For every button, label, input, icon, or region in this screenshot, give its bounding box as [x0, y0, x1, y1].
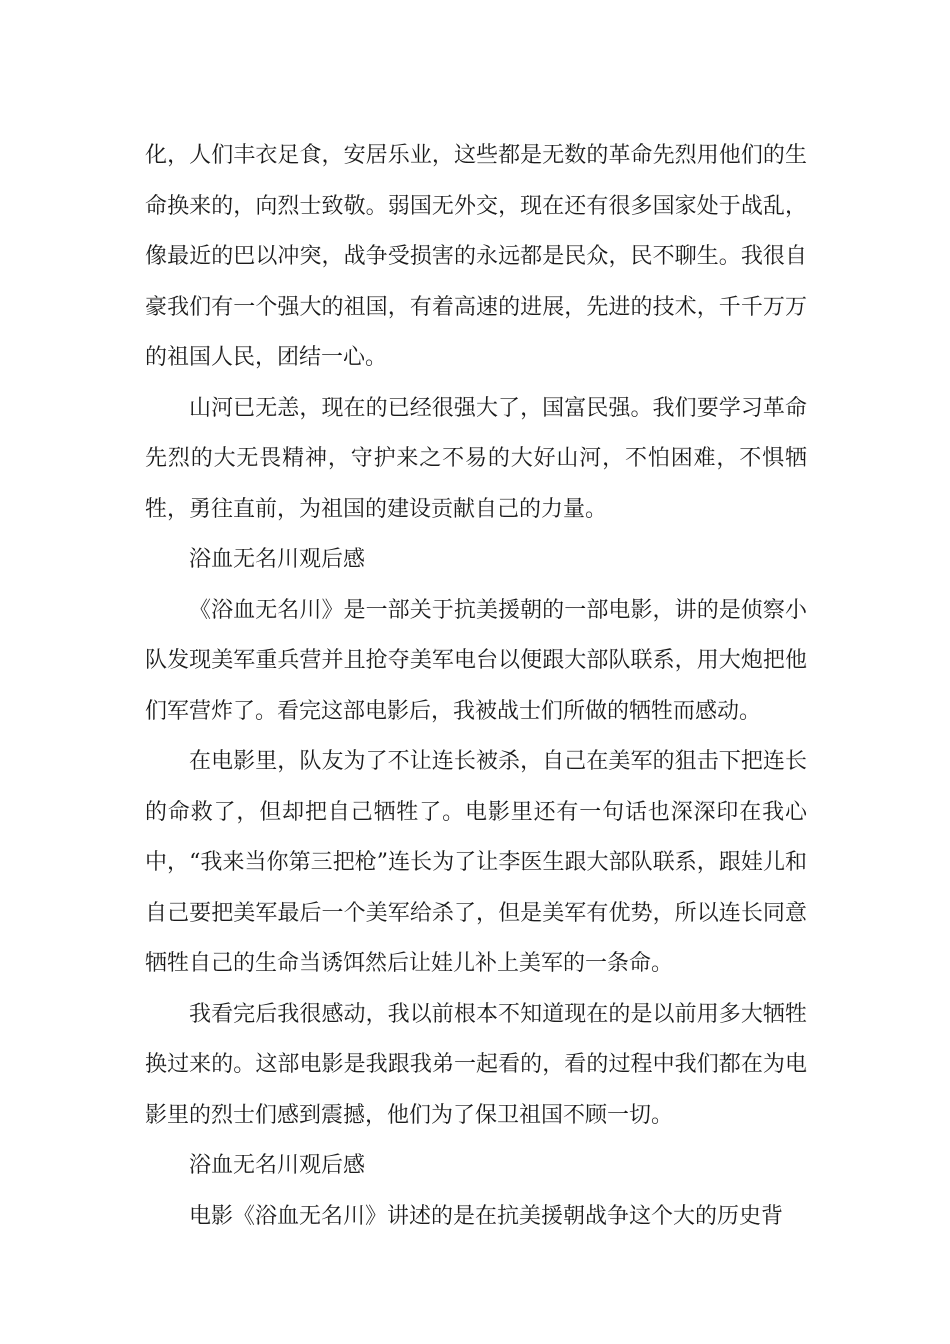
body-paragraph: 我看完后我很感动，我以前根本不知道现在的是以前用多大牺牲换过来的。这部电影是我跟我弟一起看的，看的过程中我们都在为电影里的烈士们感到震撼，他们为了保卫祖国不顾一切。 [145, 1001, 807, 1128]
document-body [145, 131, 807, 1242]
body-paragraph: 化，人们丰衣足食，安居乐业，这些都是无数的革命先烈用他们的生命换来的，向烈士致敬。弱国无外交，现在还有很多国家处于战乱，像最近的巴以冲突，战争受损害的永远都是民众，民不聊生。我很自豪我们有一个强大的祖国，有着高速的进展，先进的技术，千千万万的祖国人民，团结一心。 [145, 143, 807, 370]
body-paragraph: 《浴血无名川》是一部关于抗美援朝的一部电影，讲的是侦察小队发现美军重兵营并且抢夺美军电台以便跟大部队联系，用大炮把他们军营炸了。看完这部电影后，我被战士们所做的牺牲而感动。 [145, 597, 807, 724]
body-paragraph: 山河已无恙，现在的已经很强大了，国富民强。我们要学习革命先烈的大无畏精神，守护来之不易的大好山河，不怕困难，不惧牺牲，勇往直前，为祖国的建设贡献自己的力量。 [145, 395, 807, 522]
body-paragraph: 在电影里，队友为了不让连长被杀，自己在美军的狙击下把连长的命救了，但却把自己牺牲了。电影里还有一句话也深深印在我心中，“我来当你第三把枪”连长为了让李医生跟大部队联系，跟娃儿和自己要把美军最后一个美军给杀了，但是美军有优势，所以连长同意牺牲自己的生命当诱饵然后让娃儿补上美军的一条命。 [145, 749, 807, 976]
section-heading: 浴血无名川观后感 [189, 1153, 366, 1178]
section-heading: 浴血无名川观后感 [189, 547, 366, 572]
body-paragraph: 电影《浴血无名川》讲述的是在抗美援朝战争这个大的历史背 [189, 1203, 784, 1229]
